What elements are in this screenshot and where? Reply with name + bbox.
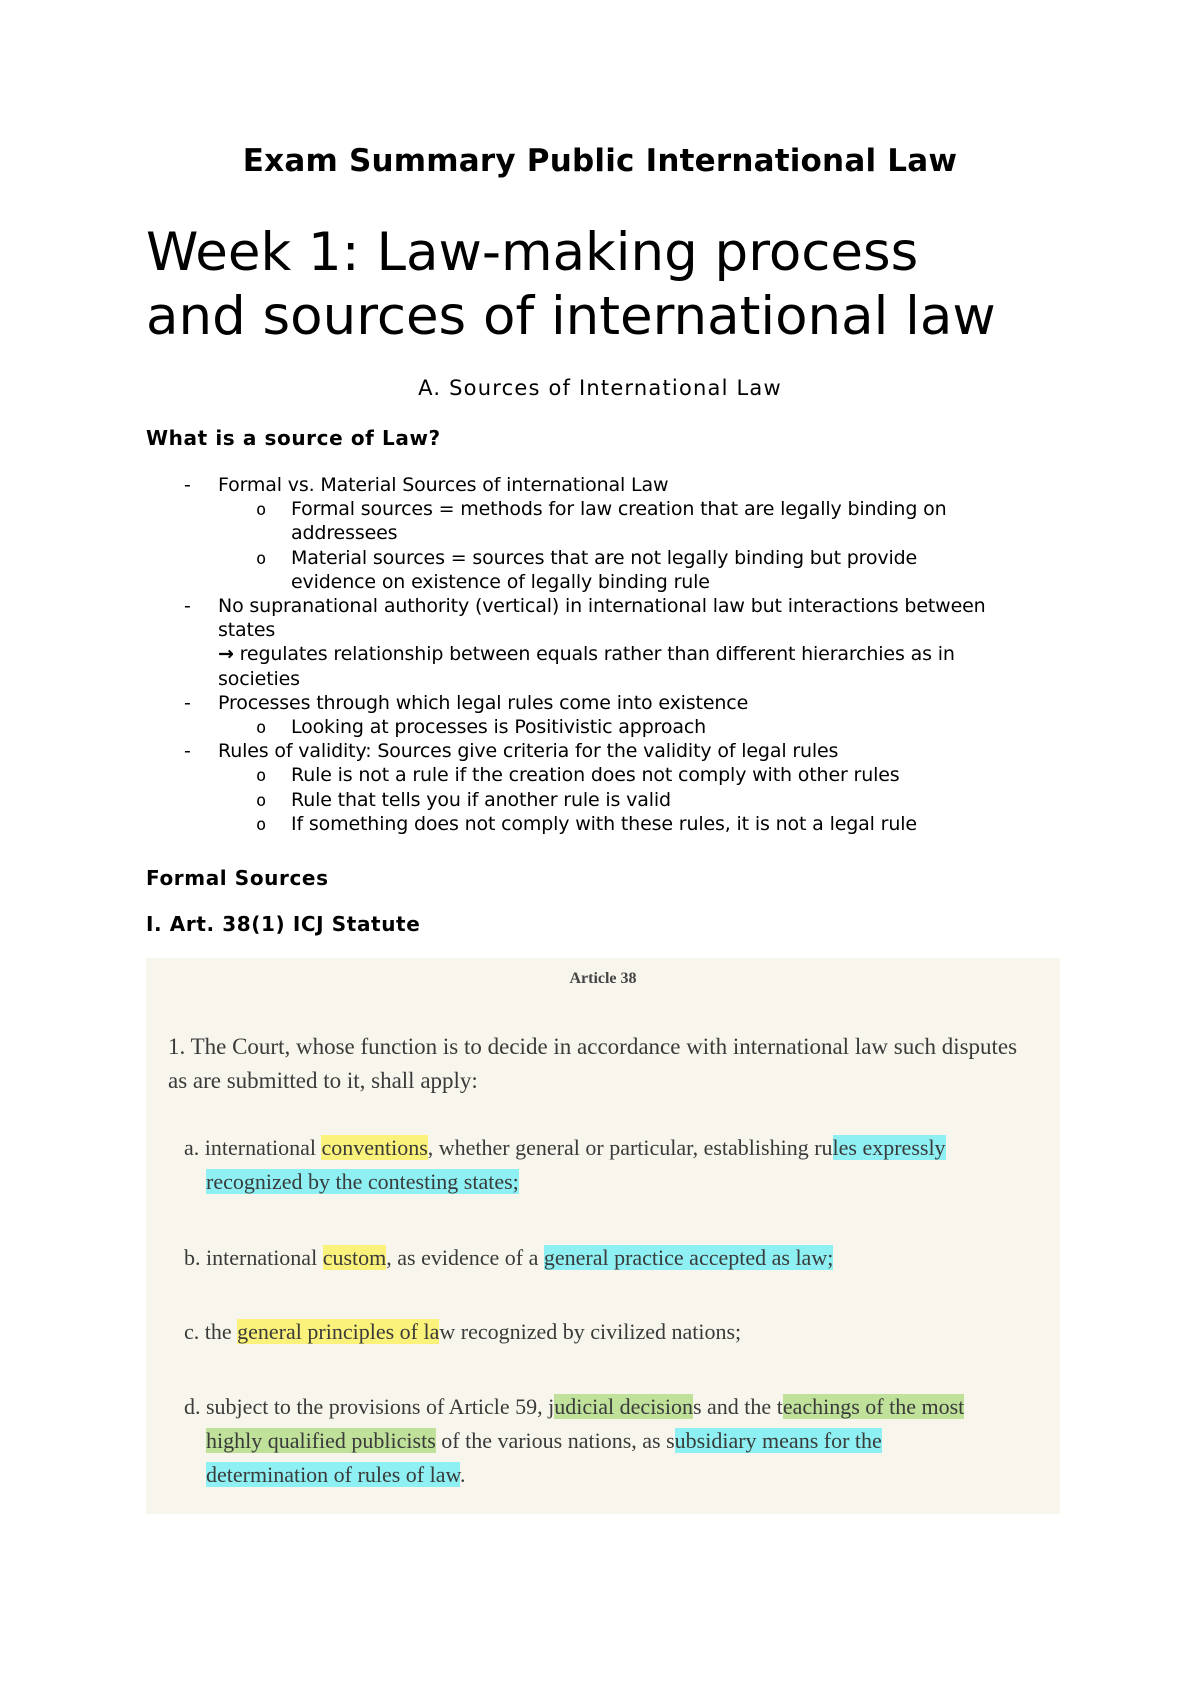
document-title: Exam Summary Public International Law <box>242 143 958 179</box>
highlight-green: udicial decision <box>554 1394 693 1419</box>
list-item-text: Formal vs. Material Sources of international Law <box>218 474 669 496</box>
sub-bullet-marker: o <box>256 790 267 811</box>
article-text: a. international <box>184 1135 322 1160</box>
highlight-yellow: general principles of la <box>237 1319 440 1344</box>
highlight-yellow: custom <box>322 1245 387 1270</box>
article-item-d <box>184 1390 1044 1492</box>
article-line: as are submitted to it, shall apply: <box>168 1068 478 1093</box>
highlight-blue: determination of rules of law <box>206 1462 460 1487</box>
subheading-formal-sources: Formal Sources <box>146 866 329 890</box>
article-text: of the various nations, as s <box>435 1428 675 1453</box>
list-item-text: Looking at processes is Positivistic approach <box>291 716 707 739</box>
list-item-text: Formal sources = methods for law creation that are legally binding on <box>291 498 947 521</box>
week-heading-line: and sources of international law <box>146 286 996 347</box>
list-item-text: addressees <box>291 522 398 545</box>
article-text: b. international <box>184 1245 323 1270</box>
article-38-image <box>146 958 1060 1514</box>
week-heading <box>146 221 1086 349</box>
list-item-text: Processes through which legal rules come into existence <box>218 691 749 714</box>
list-item-text: Rule that tells you if another rule is valid <box>291 788 671 811</box>
article-text: w recognized by civilized nations; <box>439 1319 742 1344</box>
sub-list-item <box>146 715 1076 739</box>
bullet-list <box>146 473 1076 836</box>
highlight-green: highly qualified publicists <box>206 1428 436 1453</box>
list-item <box>146 739 1076 763</box>
highlight-green: eachings of the most <box>782 1394 965 1419</box>
list-item-text: Material sources = sources that are not legally binding but provide <box>291 546 918 569</box>
list-item <box>146 473 1076 497</box>
list-item-text: If something does not comply with these rules, it is not a legal rule <box>291 812 917 835</box>
bullet-dash: - <box>184 595 191 618</box>
article-item-b <box>184 1241 1044 1275</box>
sub-bullet-marker: o <box>256 766 267 787</box>
sub-bullet-marker: o <box>256 500 267 521</box>
sub-list-item <box>146 546 1076 594</box>
article-item-c <box>184 1315 1044 1349</box>
article-text: , as evidence of a <box>386 1245 544 1270</box>
article-title: Article 38 <box>569 970 637 987</box>
sub-list-item <box>146 763 1076 787</box>
article-text: c. the <box>184 1319 238 1344</box>
list-item-text: evidence on existence of legally binding rule <box>291 570 710 593</box>
sub-list-item <box>146 497 1076 545</box>
bullet-dash: - <box>184 691 191 714</box>
list-item-text: regulates relationship between equals rather than different hierarchies as in <box>233 643 955 666</box>
article-text: s and the t <box>692 1394 783 1419</box>
sub-list-item <box>146 788 1076 812</box>
sub-bullet-marker: o <box>256 548 267 569</box>
article-line: 1. The Court, whose function is to decide in accordance with international law such disputes <box>168 1034 1018 1059</box>
sub-bullet-marker: o <box>256 814 267 835</box>
list-item-text: societies <box>218 667 300 690</box>
highlight-blue: les expressly <box>832 1135 946 1160</box>
highlight-blue: ubsidiary means for the <box>674 1428 882 1453</box>
section-heading: A. Sources of International Law <box>418 376 782 400</box>
highlight-blue: general practice accepted as law; <box>543 1245 834 1270</box>
article-item-a <box>184 1131 1044 1199</box>
list-item <box>146 691 1076 715</box>
article-intro <box>168 1030 1048 1098</box>
article-text: . <box>459 1462 466 1487</box>
list-item-text: states <box>218 619 276 642</box>
list-item-text: No supranational authority (vertical) in international law but interactions between <box>218 595 986 618</box>
bullet-dash: - <box>184 474 191 496</box>
subheading-source-of-law: What is a source of Law? <box>146 426 441 450</box>
sub-bullet-marker: o <box>256 718 267 739</box>
list-item-text: Rule is not a rule if the creation does not comply with other rules <box>291 764 900 787</box>
list-item-text: Rules of validity: Sources give criteria for the validity of legal rules <box>218 740 839 763</box>
bullet-dash: - <box>184 740 191 763</box>
sub-list-item <box>146 812 1076 836</box>
highlight-yellow: conventions <box>321 1135 428 1160</box>
arrow-icon: → <box>218 643 234 666</box>
week-heading-line: Week 1: Law-making process <box>146 222 919 283</box>
article-text: , whether general or particular, establishing ru <box>427 1135 833 1160</box>
highlight-blue: recognized by the contesting states; <box>206 1169 519 1194</box>
list-item <box>146 594 1076 691</box>
article-text: d. subject to the provisions of Article 59, j <box>184 1394 555 1419</box>
subheading-art38: I. Art. 38(1) ICJ Statute <box>146 912 421 936</box>
